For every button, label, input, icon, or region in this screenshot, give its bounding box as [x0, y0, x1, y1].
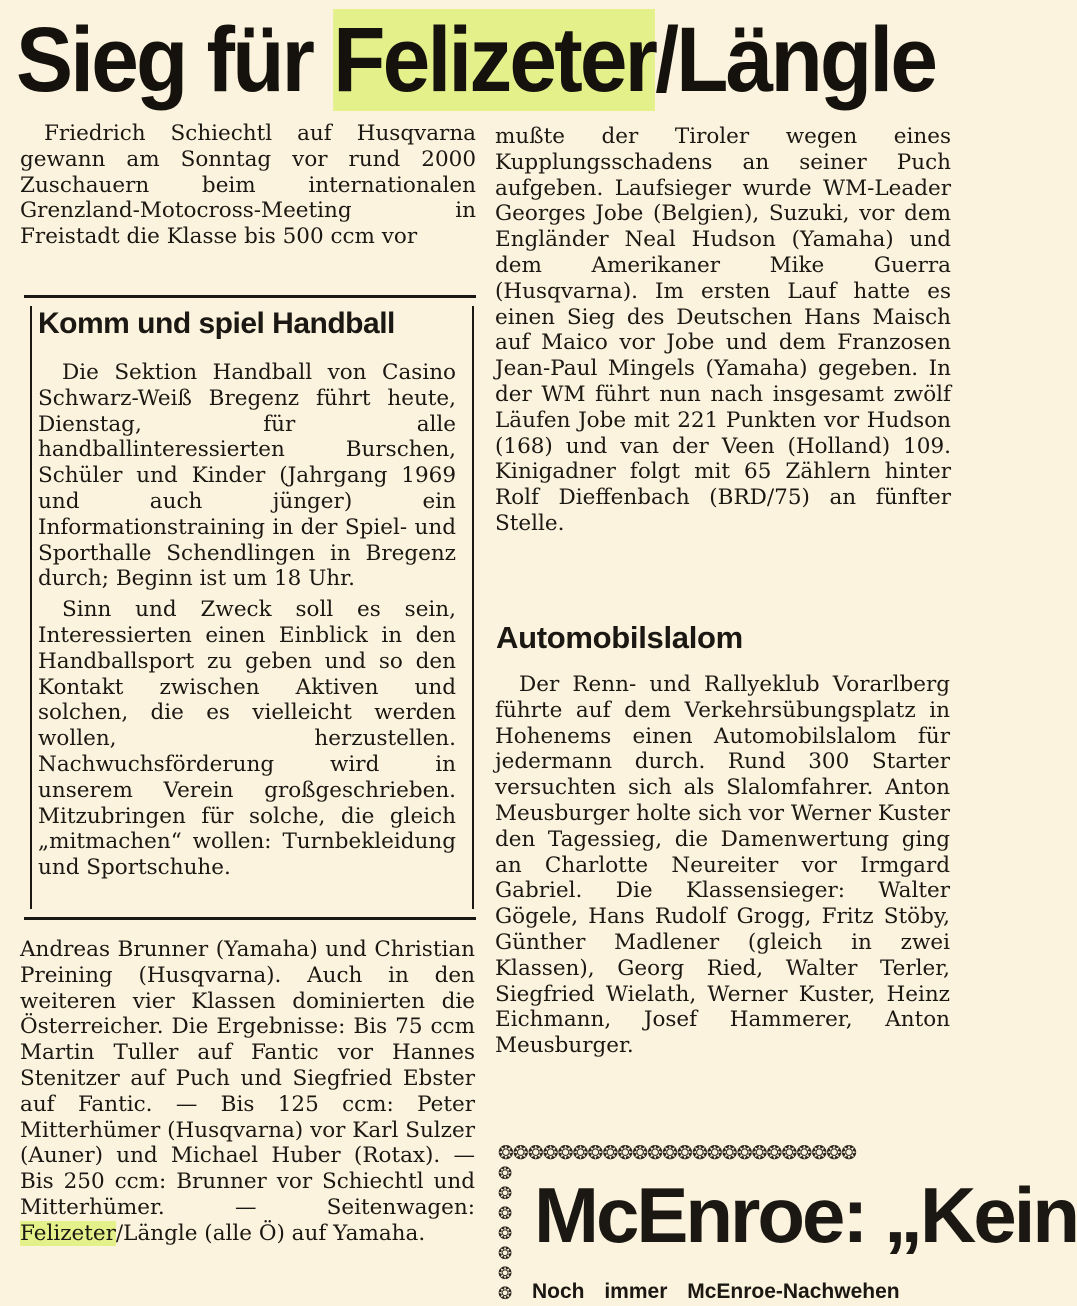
ornament-border-column: ❂ ❂ ❂ ❂ ❂ ❂ ❂ — [498, 1164, 513, 1304]
handball-box-title: Komm und spiel Handball — [38, 307, 395, 340]
automobilslalom-text: Der Renn- und Rallyeklub Vorarlberg führte auf dem Verkehrsübungsplatz in Hohenems einen Automobilslalom für jedermann durch. Rund 300 Starter versuchten sich als Slalomfahrer. Anton Meusburger holte sich vor Werner Kuster den Tagessieg, die Damenwertung ging an Charlotte Neureiter vor Irmgard Gabriel. Die Klassensieger: Walter Gögele, Hans Rudolf Grogg, Fritz Stöby, Günther Madlener (gleich in zwei Klassen), Georg Ried, Walter Terler, Siegfried Wielath, Werner Kuster, Heinz Eichmann, Josef Hammerer, Anton Meusburger. — [495, 672, 950, 1059]
article-right-top — [495, 124, 951, 537]
handball-paragraph-1: Die Sektion Handball von Casino Schwarz-Weiß Bregenz führt heute, Dienstag, für alle handballinteressierten Burschen, Schüler und Kinder (Jahrgang 1969 und auch jünger) ein Informationstraining in der Spiel- und Sporthalle Schendlingen in Bregenz durch; Beginn ist um 18 Uhr. — [38, 360, 456, 592]
automobilslalom-title: Automobilslalom — [496, 620, 743, 655]
headline-highlight: Felizeter — [333, 9, 656, 111]
mcenroe-subline: Noch immer McEnroe-Nachwehen — [532, 1280, 900, 1303]
headline-part1: Sieg für — [16, 9, 334, 111]
handball-paragraph-2: Sinn und Zweck soll es sein, Interessierten einen Einblick in den Handballsport zu geben und so den Kontakt zwischen Aktiven und solchen, die es vielleicht werden wollen, herzustellen. Nachwuchsförderung wird in unserem Verein großgeschrieben. Mitzubringen für solche, die gleich „mitmachen“ wollen: Turnbekleidung und Sportschuhe. — [38, 597, 456, 881]
automobilslalom-article — [495, 672, 950, 1059]
article-right-top-text: mußte der Tiroler wegen eines Kupplungsschadens an seiner Puch aufgeben. Laufsieger wurde WM-Leader Georges Jobe (Belgien), Suzuki, vor dem Engländer Neal Hudson (Yamaha) und dem Amerikaner Mike Guerra (Husqvarna). Im ersten Lauf hatte es einen Sieg des Deutschen Hans Maisch auf Maico vor Jobe und dem Franzosen Jean-Paul Mingels (Yamaha) gegeben. In der WM führt nun nach insgesamt zwölf Läufen Jobe mit 221 Punkten vor Hudson (168) und van der Veen (Holland) 109. Kinigadner folgt mit 65 Zählern hinter Rolf Dieffenbach (BRD/75) an fünfter Stelle. — [495, 124, 951, 536]
article-left-top — [20, 121, 476, 250]
article-left-bottom-main: Andreas Brunner (Yamaha) und Christian Preining (Husqvarna). Auch in den weiteren vier Klassen dominierten die Österreicher. Die Ergebnisse: Bis 75 ccm Martin Tuller auf Fantic vor Hannes Stenitzer auf Puch und Siegfried Ebster auf Fantic. — Bis 125 ccm: Peter Mitterhümer (Husqvarna) vor Karl Sulzer (Auner) und Michael Huber (Rotax). — Bis 250 ccm: Brunner vor Schiechtl und Mitterhümer. — Seitenwagen: — [20, 937, 475, 1220]
ornament-border-row: ❂❂❂❂❂❂❂❂❂❂❂❂❂❂❂❂❂❂❂❂❂❂❂❂ — [498, 1142, 857, 1164]
article-left-bottom-text — [20, 937, 475, 1247]
headline-part2: /Längle — [655, 9, 936, 111]
mcenroe-headline: McEnroe: „Kein — [534, 1171, 1077, 1259]
article-left-bottom-after: /Längle (alle Ö) auf Yamaha. — [115, 1220, 426, 1246]
article-left-bottom-highlight: Felizeter — [20, 1220, 116, 1246]
main-headline — [16, 4, 936, 116]
article-left-bottom — [20, 937, 475, 1247]
article-left-top-text: Friedrich Schiechtl auf Husqvarna gewann am Sonntag vor rund 2000 Zuschauern beim internationalen Grenzland-Motocross-Meeting in Freistadt die Klasse bis 500 ccm vor — [20, 121, 476, 250]
handball-box-body — [38, 360, 456, 881]
